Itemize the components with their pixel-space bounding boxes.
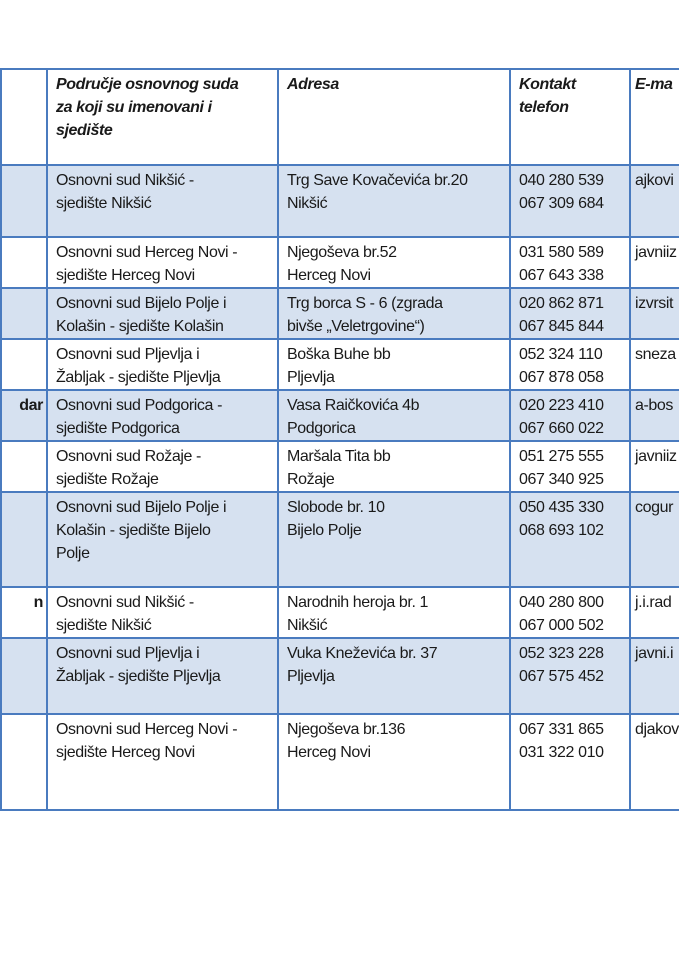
court-cell-line: Žabljak - sjedište Pljevlja [56,668,221,685]
email-cell-line: j.i.rad [635,594,672,611]
phone-cell-line: 067 000 502 [519,617,604,634]
email-cell [630,587,679,638]
phone-cell-line: 050 435 330 [519,499,604,516]
name-cell [1,441,47,492]
phone-cell [510,638,630,714]
name-cell [1,288,47,339]
address-cell-line: Trg borca S - 6 (zgrada [287,295,443,312]
address-cell [278,288,510,339]
phone-cell-line: 020 862 871 [519,295,604,312]
phone-cell-line: 040 280 539 [519,172,604,189]
phone-cell-line: 068 693 102 [519,522,604,539]
email-cell [630,492,679,587]
phone-cell-line: 067 878 058 [519,369,604,386]
address-cell-line: Vasa Raičkovića 4b [287,397,420,414]
address-cell-line: Herceg Novi [287,744,371,761]
court-cell-line: Osnovni sud Bijelo Polje i [56,295,227,312]
court-cell [47,390,278,441]
address-cell [278,714,510,810]
phone-cell-line: 067 660 022 [519,420,604,437]
table-row [1,339,679,390]
phone-cell-line: 067 643 338 [519,267,604,284]
name-cell [1,587,47,638]
court-cell [47,587,278,638]
email-cell [630,237,679,288]
address-cell [278,587,510,638]
court-cell [47,638,278,714]
email-cell-line: javni.i [635,645,674,662]
table-row [1,587,679,638]
table-row [1,492,679,587]
name-cell [1,165,47,237]
court-cell-line: Kolašin - sjedište Bijelo [56,522,211,539]
address-cell-line: Bijelo Polje [287,522,362,539]
court-cell [47,492,278,587]
name-cell [1,638,47,714]
address-cell-line: Njegoševa br.136 [287,721,406,738]
phone-cell-line: 020 223 410 [519,397,604,414]
phone-cell [510,165,630,237]
phone-cell [510,492,630,587]
phone-cell-line: 067 331 865 [519,721,604,738]
court-cell-line: Osnovni sud Rožaje - [56,448,201,465]
phone-cell [510,288,630,339]
address-cell-line: Slobode br. 10 [287,499,385,516]
address-cell [278,390,510,441]
email-cell [630,288,679,339]
court-cell [47,714,278,810]
court-cell-line: Žabljak - sjedište Pljevlja [56,369,221,386]
court-cell-line: sjedište Herceg Novi [56,744,195,761]
table-row [1,638,679,714]
email-cell [630,339,679,390]
court-cell-line: sjedište Nikšić [56,617,152,634]
name-cell [1,390,47,441]
court-cell-line: Osnovni sud Herceg Novi - [56,244,238,261]
header-court [47,69,278,165]
name-cell [1,492,47,587]
address-cell-line: Njegoševa br.52 [287,244,397,261]
email-cell-line: javniiz [635,244,677,261]
phone-cell [510,237,630,288]
address-cell [278,339,510,390]
court-cell-line: Osnovni sud Pljevlja i [56,645,200,662]
address-cell-line: Maršala Tita bb [287,448,391,465]
address-cell-line: Narodnih heroja br. 1 [287,594,429,611]
email-cell-line: ajkovi [635,172,674,189]
address-cell-line: Podgorica [287,420,356,437]
header-court-line: Područje osnovnog suda [56,76,239,93]
table-row [1,441,679,492]
email-cell-line: a-bos [635,397,674,414]
name-cell [1,237,47,288]
phone-cell [510,390,630,441]
address-cell-line: Herceg Novi [287,267,371,284]
court-cell-line: sjedište Herceg Novi [56,267,195,284]
court-cell [47,165,278,237]
address-cell-line: Rožaje [287,471,335,488]
phone-cell-line: 067 309 684 [519,195,604,212]
court-cell-line: Kolašin - sjedište Kolašin [56,318,224,335]
phone-cell-line: 067 575 452 [519,668,604,685]
phone-cell-line: 031 580 589 [519,244,604,261]
court-cell [47,288,278,339]
header-email: E-ma [630,69,679,165]
email-cell [630,165,679,237]
header-name [1,69,47,165]
phone-cell-line: 067 340 925 [519,471,604,488]
court-cell [47,339,278,390]
header-court-line: sjedište [56,122,113,139]
address-cell-line: Nikšić [287,617,328,634]
phone-cell-line: 040 280 800 [519,594,604,611]
phone-cell-line: 031 322 010 [519,744,604,761]
court-cell-line: Osnovni sud Bijelo Polje i [56,499,227,516]
email-cell-line: cogur [635,499,674,516]
court-cell-line: sjedište Rožaje [56,471,159,488]
header-phone-line: Kontakt [519,76,576,93]
email-cell-line: djakov [635,721,679,738]
header-address: Adresa [278,69,510,165]
name-cell-line: dar [19,397,43,414]
address-cell [278,165,510,237]
email-cell-line: sneza [635,346,676,363]
court-cell-line: sjedište Nikšić [56,195,152,212]
email-cell [630,714,679,810]
header-row [1,69,679,165]
court-cell-line: sjedište Podgorica [56,420,180,437]
address-cell-line: Boška Buhe bb [287,346,391,363]
name-cell-line: n [33,594,43,611]
email-cell [630,638,679,714]
address-cell-line: bivše „Veletrgovine“) [287,318,425,335]
address-cell-line: Trg Save Kovačevića br.20 [287,172,468,189]
email-cell-line: javniiz [635,448,677,465]
name-cell [1,714,47,810]
court-cell [47,441,278,492]
address-cell [278,441,510,492]
email-cell [630,390,679,441]
address-cell [278,492,510,587]
address-cell-line: Vuka Kneževića br. 37 [287,645,438,662]
address-cell-line: Nikšić [287,195,328,212]
address-cell-line: Pljevlja [287,369,335,386]
contacts-table [0,68,679,811]
table-row [1,714,679,810]
email-cell [630,441,679,492]
name-cell [1,339,47,390]
court-cell-line: Polje [56,545,90,562]
court-cell-line: Osnovni sud Herceg Novi - [56,721,238,738]
phone-cell [510,339,630,390]
court-cell [47,237,278,288]
table-row [1,288,679,339]
header-court-line: za koji su imenovani i [56,99,212,116]
header-phone-line: telefon [519,99,569,116]
court-cell-line: Osnovni sud Pljevlja i [56,346,200,363]
table-row [1,390,679,441]
phone-cell-line: 051 275 555 [519,448,604,465]
phone-cell [510,441,630,492]
table-row [1,165,679,237]
court-cell-line: Osnovni sud Nikšić - [56,172,194,189]
phone-cell-line: 067 845 844 [519,318,604,335]
phone-cell-line: 052 324 110 [519,346,603,363]
court-cell-line: Osnovni sud Podgorica - [56,397,223,414]
address-cell [278,638,510,714]
address-cell-line: Pljevlja [287,668,335,685]
address-cell [278,237,510,288]
court-cell-line: Osnovni sud Nikšić - [56,594,194,611]
table-row [1,237,679,288]
phone-cell-line: 052 323 228 [519,645,604,662]
phone-cell [510,587,630,638]
email-cell-line: izvrsit [635,295,674,312]
header-phone [510,69,630,165]
phone-cell [510,714,630,810]
